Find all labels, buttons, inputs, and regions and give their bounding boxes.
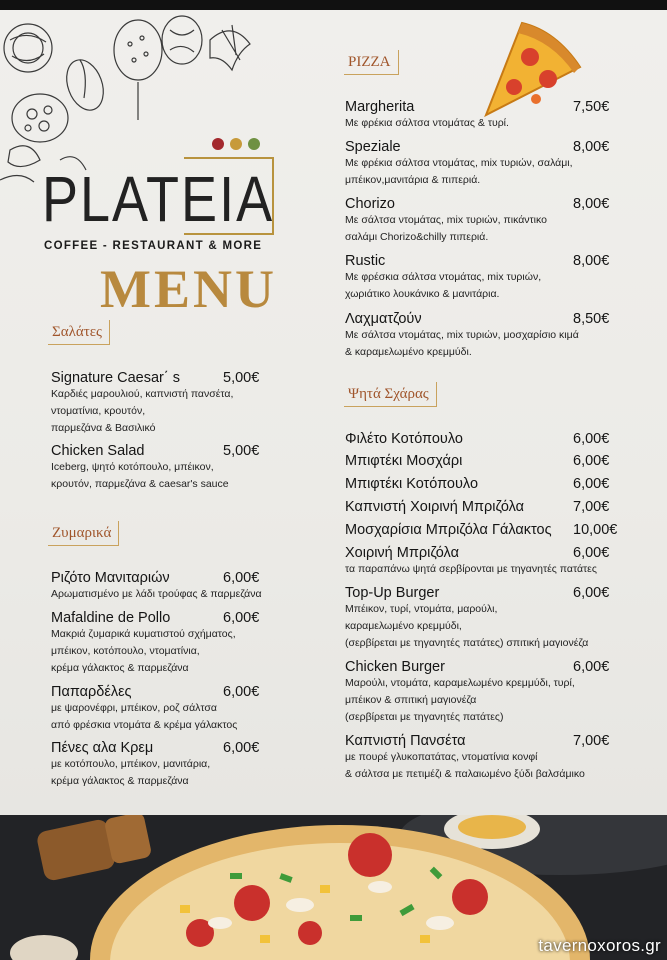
- item-name: Πένες αλα Κρεμ: [51, 740, 154, 756]
- item-description: με κοτόπουλο, μπέικον, μανιτάρια, κρέμα γάλακτος & παρμεζάνα: [51, 758, 211, 787]
- item-description: Με φρέκια σάλτσα ντομάτας, mix τυριών, σαλάμι, μπέικον,μανιτάρια & πιπεριά.: [345, 157, 573, 186]
- logo-tagline: COFFEE - RESTAURANT & MORE: [44, 240, 263, 252]
- section-underline: [48, 320, 110, 345]
- item-price: 5,00€: [223, 443, 260, 459]
- section-title-pasta: [50, 524, 117, 543]
- menu-item: [345, 253, 615, 303]
- item-name: Καπνιστή Πανσέτα: [345, 733, 466, 749]
- item-price: 8,00€: [573, 139, 610, 155]
- item-price: 6,00€: [223, 740, 260, 756]
- item-description: Καρδιές μαρουλιού, καπνιστή πανσέτα, ντοματίνια, κρουτόν, παρμεζάνα & Βασιλικό: [51, 388, 234, 434]
- item-name: Μπιφτέκι Κοτόπουλο: [345, 476, 479, 492]
- menu-item: [51, 684, 281, 734]
- menu-item: [345, 733, 620, 783]
- item-name: Top-Up Burger: [345, 585, 440, 601]
- item-description: Αρωματισμένο με λάδι τρούφας & παρμεζάνα: [51, 588, 262, 600]
- section-title-salads-text: Σαλάτες: [52, 324, 102, 340]
- item-price: 10,00€: [573, 522, 618, 538]
- item-price: 8,50€: [573, 311, 610, 327]
- item-description: Iceberg, ψητό κοτόπουλο, μπέικον, κρουτόν, παρμεζάνα & caesar's sauce: [51, 461, 229, 490]
- item-price: 7,00€: [573, 499, 610, 515]
- item-description: τα παραπάνω ψητά σερβίρονται με τηγανητές πατάτες: [345, 563, 597, 575]
- section-title-grill: [346, 385, 435, 404]
- menu-item: [51, 740, 281, 790]
- menu-item: [345, 99, 615, 132]
- item-price: 6,00€: [573, 431, 610, 447]
- item-name: Φιλέτο Κοτόπουλο: [345, 431, 463, 447]
- item-name: Chicken Burger: [345, 659, 445, 675]
- logo-dots: [212, 138, 260, 150]
- logo-dot-red: [212, 138, 224, 150]
- section-underline: [344, 50, 399, 75]
- item-name: Signature Caesar΄ s: [51, 370, 180, 386]
- section-title-pizza-text: PIZZA: [348, 54, 391, 70]
- section-underline: [48, 521, 119, 546]
- menu-item: [345, 659, 620, 726]
- menu-item: [345, 431, 620, 447]
- item-name: Chorizo: [345, 196, 395, 212]
- menu-item: [345, 139, 615, 189]
- item-price: 7,50€: [573, 99, 610, 115]
- item-name: Μοσχαρίσια Μπριζόλα Γάλακτος: [345, 522, 552, 538]
- menu-item: [345, 453, 620, 469]
- item-description: με πουρέ γλυκοπατάτας, ντοματίνια κονφί & σάλτσα με πετιμέζι & παλαιωμένο ξύδι βαλσάμικο: [345, 751, 585, 780]
- section-title-grill-text: Ψητά Σχάρας: [348, 386, 429, 402]
- item-description: Με φρέκια σάλτσα ντομάτας & τυρί.: [345, 117, 509, 129]
- item-price: 6,00€: [573, 476, 610, 492]
- item-name: Margherita: [345, 99, 415, 115]
- pizza-photo: [0, 815, 667, 960]
- section-title-salads: [50, 323, 108, 342]
- item-description: με ψαρονέφρι, μπέικον, ροζ σάλτσα από φρέσκια ντομάτα & κρέμα γάλακτος: [51, 702, 238, 731]
- item-name: Λαχματζούν: [345, 311, 422, 327]
- item-description: Με σάλτσα ντομάτας, mix τυριών, μοσχαρίσιο κιμά & καραμελωμένο κρεμμύδι.: [345, 329, 579, 358]
- logo-dot-gold: [230, 138, 242, 150]
- item-name: Chicken Salad: [51, 443, 145, 459]
- item-description: Μπέικον, τυρί, ντομάτα, μαρούλι, καραμελωμένο κρεμμύδι, (σερβίρεται με τηγανητές πατάτες) σπιτική μαγιονέζα: [345, 603, 589, 649]
- item-description: Μακριά ζυμαρικά κυματιστού σχήματος, μπέικον, κοτόπουλο, ντοματίνια, κρέμα γάλακτος & παρμεζάνα: [51, 628, 236, 674]
- item-description: Με φρέσκια σάλτσα ντομάτας, mix τυριών, χωριάτικο λουκάνικο & μανιτάρια.: [345, 271, 542, 300]
- section-title-pasta-text: Ζυμαρικά: [52, 525, 112, 541]
- item-price: 7,00€: [573, 733, 610, 749]
- item-price: 8,00€: [573, 196, 610, 212]
- item-price: 6,00€: [573, 585, 610, 601]
- item-price: 6,00€: [223, 610, 260, 626]
- menu-item: [345, 499, 620, 515]
- menu-item: [51, 570, 281, 603]
- item-name: Mafaldine de Pollo: [51, 610, 171, 626]
- item-price: 6,00€: [223, 570, 260, 586]
- item-description: Με σάλτσα ντομάτας, mix τυριών, πικάντικο σαλάμι Chorizo&chilly πιπεριά.: [345, 214, 547, 243]
- item-price: 6,00€: [573, 545, 610, 561]
- menu-item: [51, 370, 261, 437]
- item-name: Ριζότο Μανιταριών: [51, 570, 170, 586]
- menu-item: [345, 311, 615, 361]
- top-bar: [0, 0, 667, 10]
- section-underline: [344, 382, 437, 407]
- item-price: 6,00€: [573, 659, 610, 675]
- item-name: Rustic: [345, 253, 386, 269]
- menu-item: [345, 476, 620, 492]
- item-name: Μπιφτέκι Μοσχάρι: [345, 453, 463, 469]
- item-price: 6,00€: [573, 453, 610, 469]
- menu-item: [345, 522, 620, 538]
- section-title-pizza: [346, 53, 397, 72]
- logo-dot-green: [248, 138, 260, 150]
- menu-item: [345, 545, 620, 578]
- item-name: Καπνιστή Χοιρινή Μπριζόλα: [345, 499, 525, 515]
- item-price: 6,00€: [223, 684, 260, 700]
- logo-wordmark: PLATEIA: [42, 164, 275, 236]
- menu-item: [51, 610, 281, 677]
- menu-item: [345, 585, 620, 652]
- item-name: Παπαρδέλες: [51, 684, 132, 700]
- site-watermark: tavernoxoros.gr: [538, 936, 661, 955]
- item-description: Μαρούλι, ντομάτα, καραμελωμένο κρεμμύδι, τυρί, μπέικον & σπιτική μαγιονέζα (σερβίρεται με τηγανητές πατάτες): [345, 677, 575, 723]
- menu-title: MENU: [100, 259, 277, 319]
- item-name: Χοιρινή Μπριζόλα: [345, 545, 459, 561]
- item-name: Speziale: [345, 139, 401, 155]
- menu-item: [51, 443, 261, 493]
- menu-item: [345, 196, 615, 246]
- item-price: 5,00€: [223, 370, 260, 386]
- item-price: 8,00€: [573, 253, 610, 269]
